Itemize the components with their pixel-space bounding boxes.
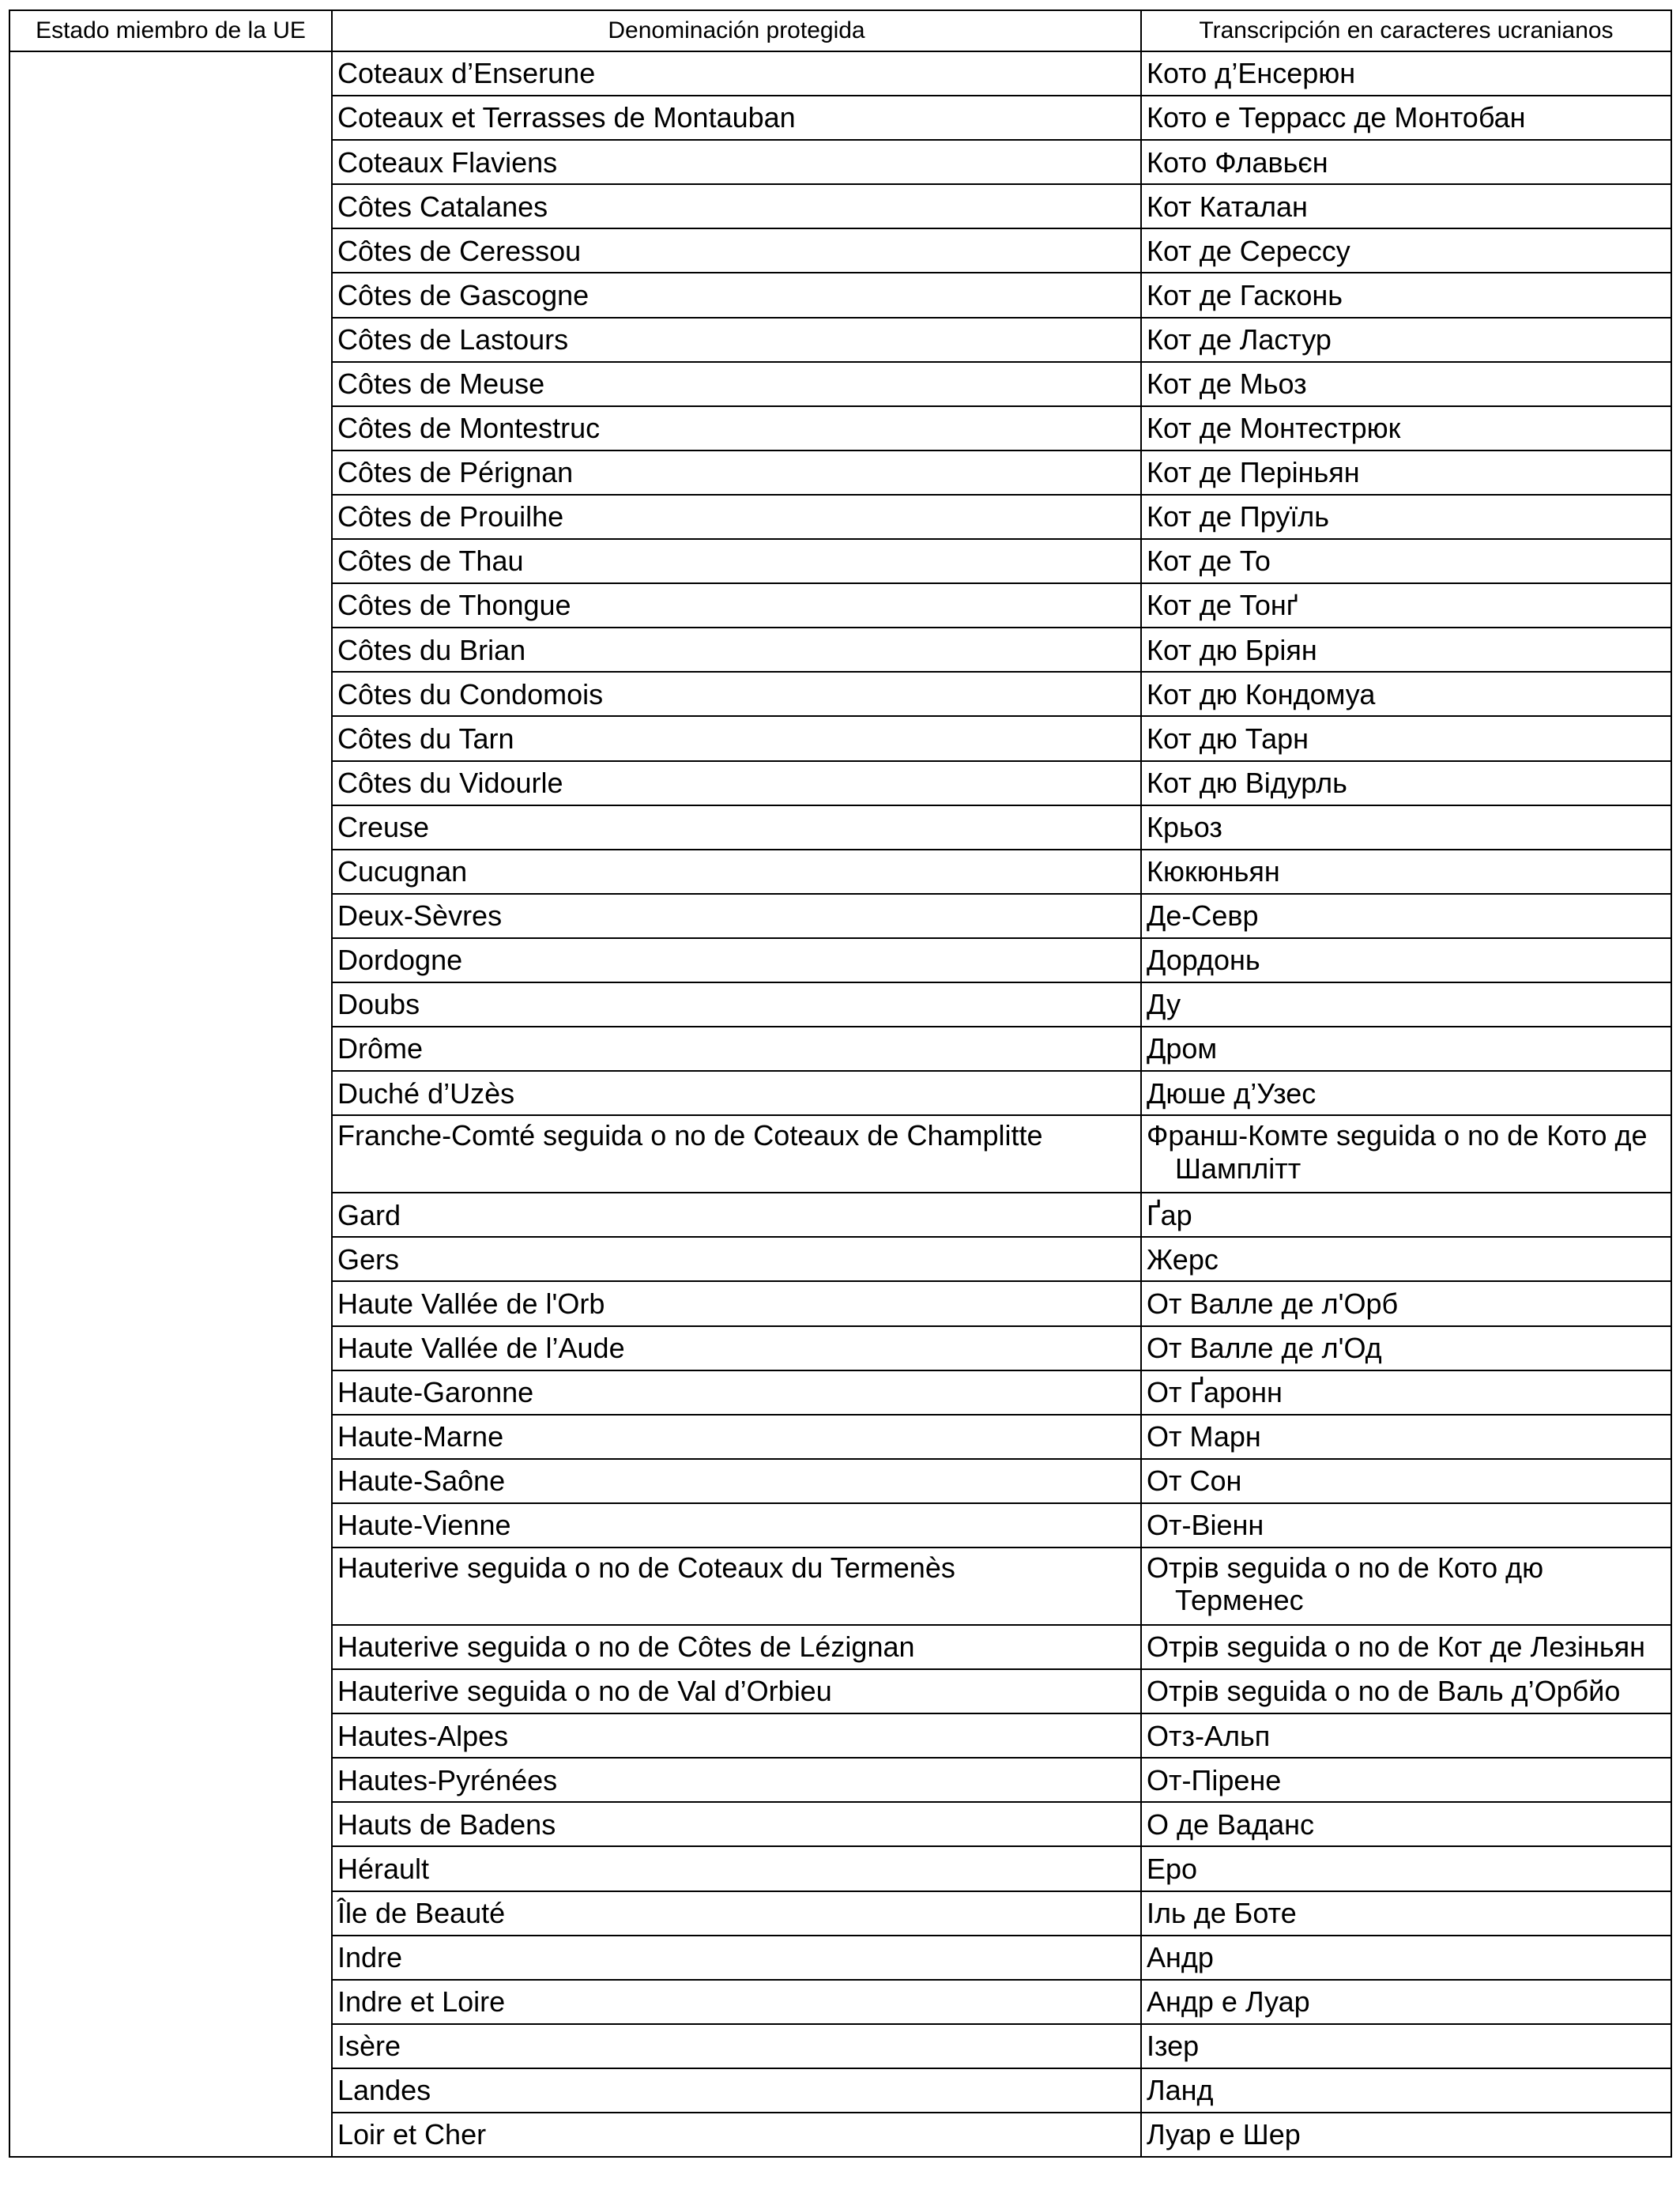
transcription-cell: Кот дю Кондомуа bbox=[1141, 672, 1671, 716]
table-header bbox=[9, 10, 1671, 51]
transcription-cell: Еро bbox=[1141, 1846, 1671, 1891]
protected-name-cell: Côtes de Lastours bbox=[332, 318, 1141, 362]
transcription-cell: Крьоз bbox=[1141, 805, 1671, 850]
transcription-cell: От Марн bbox=[1141, 1415, 1671, 1459]
protected-name-cell: Île de Beauté bbox=[332, 1891, 1141, 1936]
transcription-cell: Отз-Альп bbox=[1141, 1713, 1671, 1758]
protected-name-cell: Haute-Garonne bbox=[332, 1370, 1141, 1415]
protected-name-cell: Côtes du Vidourle bbox=[332, 761, 1141, 805]
protected-name-cell: Côtes de Thongue bbox=[332, 583, 1141, 628]
transcription-cell: Кото е Террасс де Монтобан bbox=[1141, 96, 1671, 140]
protected-name-cell: Côtes de Thau bbox=[332, 539, 1141, 583]
transcription-cell: От Ґаронн bbox=[1141, 1370, 1671, 1415]
protected-name-cell: Haute-Marne bbox=[332, 1415, 1141, 1459]
protected-name-cell: Loir et Cher bbox=[332, 2113, 1141, 2157]
transcription-cell: Кот де Тонґ bbox=[1141, 583, 1671, 628]
protected-name-cell: Drôme bbox=[332, 1027, 1141, 1071]
transcription-cell: Iзер bbox=[1141, 2024, 1671, 2068]
transcription-cell: Андр е Луар bbox=[1141, 1980, 1671, 2024]
protected-name-cell: Côtes de Ceressou bbox=[332, 228, 1141, 273]
transcription-cell: От Валле де л'Орб bbox=[1141, 1281, 1671, 1325]
protected-name-cell: Hauts de Badens bbox=[332, 1802, 1141, 1846]
transcription-cell: Отрiв seguida o no de Валь д’Орбйо bbox=[1141, 1669, 1671, 1713]
protected-name-cell: Côtes Catalanes bbox=[332, 184, 1141, 228]
header-transcription: Transcripción en caracteres ucranianos bbox=[1141, 10, 1671, 51]
protected-name-cell: Hérault bbox=[332, 1846, 1141, 1891]
transcription-cell: От-Вiенн bbox=[1141, 1503, 1671, 1547]
transcription-cell: Де-Севр bbox=[1141, 894, 1671, 938]
transcription-cell: Луар е Шер bbox=[1141, 2113, 1671, 2157]
transcription-cell: Ґар bbox=[1141, 1193, 1671, 1237]
protected-name-cell: Dordogne bbox=[332, 938, 1141, 982]
protected-name-cell: Coteaux d’Enserune bbox=[332, 51, 1141, 96]
designations-table bbox=[9, 9, 1672, 2158]
protected-name-cell: Deux-Sèvres bbox=[332, 894, 1141, 938]
protected-name-cell: Franche-Comté seguida o no de Coteaux de Champlitte bbox=[332, 1115, 1141, 1193]
protected-name-cell: Coteaux Flaviens bbox=[332, 140, 1141, 184]
protected-name-cell: Haute-Vienne bbox=[332, 1503, 1141, 1547]
transcription-cell: Дюше д’Узес bbox=[1141, 1071, 1671, 1115]
transcription-cell: Отрiв seguida o no de Кот де Лезiньян bbox=[1141, 1625, 1671, 1669]
protected-name-cell: Haute Vallée de l'Orb bbox=[332, 1281, 1141, 1325]
protected-name-cell: Hauterive seguida o no de Côtes de Lézignan bbox=[332, 1625, 1141, 1669]
transcription-cell: Жерс bbox=[1141, 1237, 1671, 1281]
transcription-cell: Дордонь bbox=[1141, 938, 1671, 982]
protected-name-cell: Indre bbox=[332, 1936, 1141, 1980]
protected-name-cell: Côtes du Tarn bbox=[332, 716, 1141, 760]
protected-name-cell: Indre et Loire bbox=[332, 1980, 1141, 2024]
transcription-cell: Iль де Боте bbox=[1141, 1891, 1671, 1936]
protected-name-cell: Côtes de Meuse bbox=[332, 362, 1141, 406]
transcription-cell: Франш-Комте seguida o no de Кото де Шамплiтт bbox=[1141, 1115, 1671, 1193]
table-row bbox=[9, 51, 1671, 96]
transcription-cell: Кот дю Брiян bbox=[1141, 628, 1671, 672]
table-body bbox=[9, 51, 1671, 2157]
protected-name-cell: Haute-Saône bbox=[332, 1459, 1141, 1503]
transcription-cell: От-Пiрене bbox=[1141, 1758, 1671, 1802]
transcription-cell: Кот де Ластур bbox=[1141, 318, 1671, 362]
transcription-cell: Дром bbox=[1141, 1027, 1671, 1071]
protected-name-cell: Doubs bbox=[332, 982, 1141, 1027]
protected-name-cell: Cucugnan bbox=[332, 850, 1141, 894]
transcription-cell: Отрiв seguida o no de Кото дю Терменес bbox=[1141, 1547, 1671, 1625]
transcription-cell: Андр bbox=[1141, 1936, 1671, 1980]
protected-name-cell: Côtes du Condomois bbox=[332, 672, 1141, 716]
protected-name-cell: Côtes de Montestruc bbox=[332, 406, 1141, 450]
protected-name-cell: Gers bbox=[332, 1237, 1141, 1281]
transcription-cell: Кот дю Відурль bbox=[1141, 761, 1671, 805]
transcription-cell: Кот дю Тарн bbox=[1141, 716, 1671, 760]
header-row bbox=[9, 10, 1671, 51]
transcription-cell: О де Ваданс bbox=[1141, 1802, 1671, 1846]
protected-name-cell: Côtes du Brian bbox=[332, 628, 1141, 672]
transcription-cell: Ланд bbox=[1141, 2068, 1671, 2113]
transcription-cell: Кот де То bbox=[1141, 539, 1671, 583]
transcription-cell: Кото Флавьєн bbox=[1141, 140, 1671, 184]
protected-name-cell: Isère bbox=[332, 2024, 1141, 2068]
protected-name-cell: Côtes de Gascogne bbox=[332, 273, 1141, 317]
transcription-cell: Ду bbox=[1141, 982, 1671, 1027]
transcription-cell: Кот де Монтестрюк bbox=[1141, 406, 1671, 450]
header-protected-name: Denominación protegida bbox=[332, 10, 1141, 51]
transcription-cell: Кюкюньян bbox=[1141, 850, 1671, 894]
protected-name-cell: Landes bbox=[332, 2068, 1141, 2113]
header-member-state: Estado miembro de la UE bbox=[9, 10, 332, 51]
transcription-cell: Кот Каталан bbox=[1141, 184, 1671, 228]
protected-name-cell: Haute Vallée de l’Aude bbox=[332, 1326, 1141, 1370]
protected-name-cell: Duché d’Uzès bbox=[332, 1071, 1141, 1115]
protected-name-cell: Gard bbox=[332, 1193, 1141, 1237]
protected-name-cell: Côtes de Pérignan bbox=[332, 450, 1141, 495]
protected-name-cell: Hauterive seguida o no de Coteaux du Termenès bbox=[332, 1547, 1141, 1625]
transcription-cell: Кот де Пруїль bbox=[1141, 495, 1671, 539]
protected-name-cell: Creuse bbox=[332, 805, 1141, 850]
transcription-cell: Кото д’Енсерюн bbox=[1141, 51, 1671, 96]
transcription-cell: Кот де Гасконь bbox=[1141, 273, 1671, 317]
protected-name-cell: Coteaux et Terrasses de Montauban bbox=[332, 96, 1141, 140]
transcription-cell: Кот де Сересcу bbox=[1141, 228, 1671, 273]
transcription-cell: Кот де Мьоз bbox=[1141, 362, 1671, 406]
member-state-cell bbox=[9, 51, 332, 2157]
transcription-cell: Кот де Періньян bbox=[1141, 450, 1671, 495]
protected-name-cell: Hautes-Pyrénées bbox=[332, 1758, 1141, 1802]
transcription-cell: От Сон bbox=[1141, 1459, 1671, 1503]
protected-name-cell: Hautes-Alpes bbox=[332, 1713, 1141, 1758]
protected-name-cell: Hauterive seguida o no de Val d’Orbieu bbox=[332, 1669, 1141, 1713]
transcription-cell: От Валле де л'Од bbox=[1141, 1326, 1671, 1370]
protected-name-cell: Côtes de Prouilhe bbox=[332, 495, 1141, 539]
